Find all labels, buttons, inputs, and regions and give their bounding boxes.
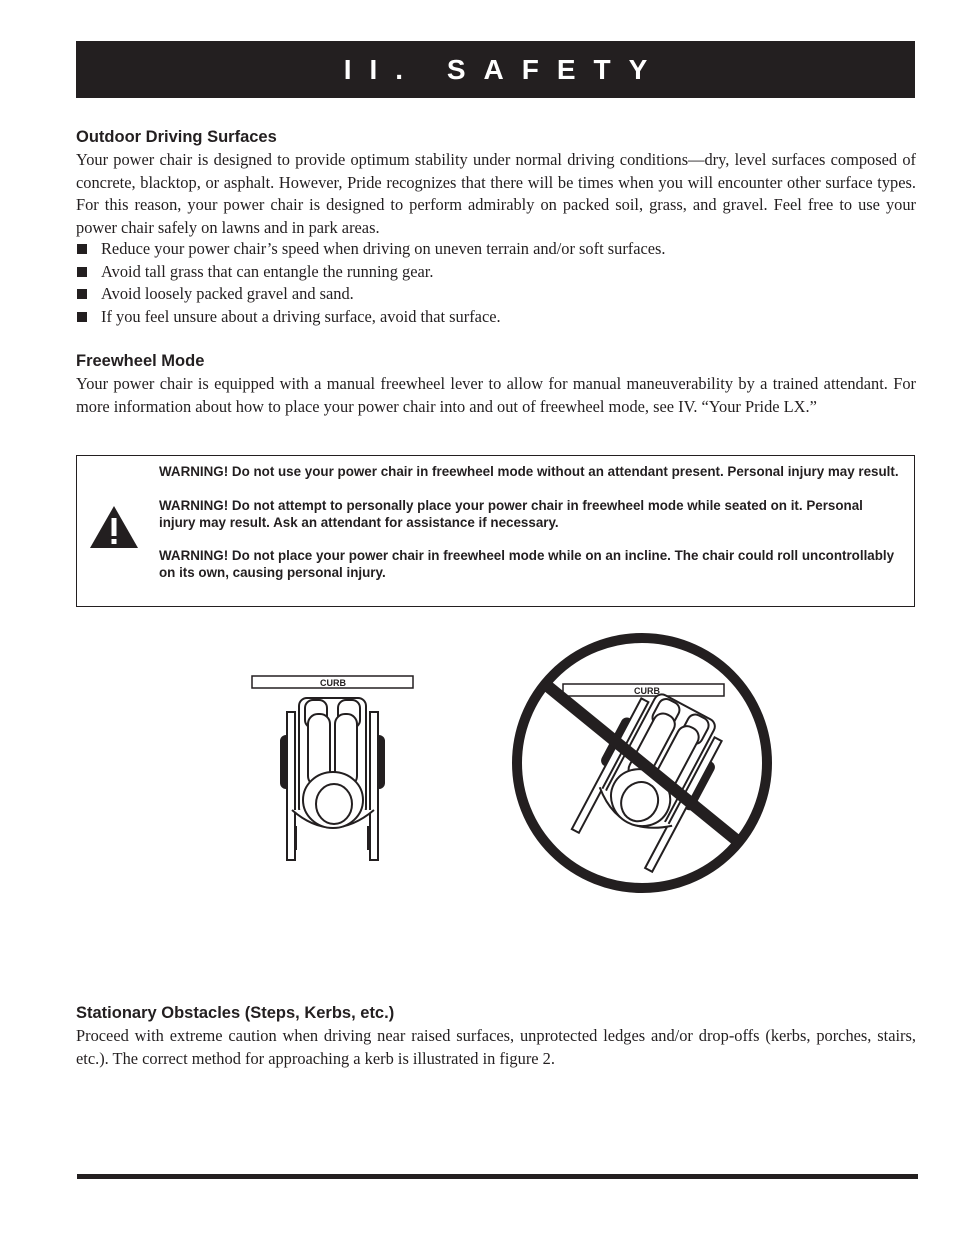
correct-approach-illustration — [252, 676, 413, 860]
footer-rule — [77, 1174, 918, 1179]
warning-text — [159, 463, 899, 598]
prohibition-icon — [517, 638, 767, 888]
freewheel-paragraph: Your power chair is equipped with a manual freewheel lever to allow for manual maneuverability by a trained attendant. For more information about how to place your power chair into and out of freewheel mode, see IV. “Your Pride LX.” — [76, 374, 916, 416]
wheelchair-angled-view — [567, 683, 734, 874]
section-banner — [76, 41, 915, 98]
wheelchair-top-view — [281, 698, 384, 860]
bullet-square-icon — [77, 312, 87, 322]
right-curb-label: CURB — [634, 686, 660, 696]
section-title: II. SAFETY — [343, 53, 666, 85]
outdoor-bullet-list — [76, 238, 916, 328]
obstacles-paragraph: Proceed with extreme caution when driving near raised surfaces, unprotected ledges and/or drop-offs (kerbs, porches, stairs, etc.). The correct method for approaching a kerb is illustrated in figure 2. — [76, 1026, 916, 1068]
bullet-square-icon — [77, 289, 87, 299]
warning-box — [76, 455, 915, 607]
bullet-square-icon — [77, 267, 87, 277]
warning-triangle-icon — [88, 504, 140, 550]
list-item: Avoid tall grass that can entangle the running gear. — [76, 261, 916, 284]
warning-2: WARNING! Do not attempt to personally place your power chair in freewheel mode while seated on it. Personal injury may result. Ask an attendant for assistance if necessary. — [159, 497, 863, 530]
kerb-approach-figure — [0, 620, 954, 910]
incorrect-approach-illustration — [517, 638, 767, 888]
left-curb-label: CURB — [320, 678, 346, 688]
obstacles-heading: Stationary Obstacles (Steps, Kerbs, etc.) — [76, 1004, 395, 1022]
list-item: Reduce your power chair’s speed when driving on uneven terrain and/or soft surfaces. — [76, 238, 916, 261]
outdoor-heading: Outdoor Driving Surfaces — [76, 128, 277, 146]
list-item: Avoid loosely packed gravel and sand. — [76, 283, 916, 306]
list-item: If you feel unsure about a driving surface, avoid that surface. — [76, 306, 916, 329]
bullet-square-icon — [77, 244, 87, 254]
outdoor-paragraph: Your power chair is designed to provide optimum stability under normal driving conditions—dry, level surfaces composed of concrete, blacktop, or asphalt. However, Pride recognizes that there will be times when you will encounter other surface types. For this reason, your power chair is designed to perform admirably on packed soil, grass, and gravel. Feel free to use your power chair safely on lawns and in park areas. — [76, 150, 916, 237]
warning-3: WARNING! Do not place your power chair in freewheel mode while on an incline. The chair could roll uncontrollably on its own, causing personal injury. — [159, 548, 895, 580]
freewheel-heading: Freewheel Mode — [76, 352, 205, 370]
warning-1: WARNING! Do not use your power chair in freewheel mode without an attendant present. Personal injury may result. — [159, 464, 899, 479]
